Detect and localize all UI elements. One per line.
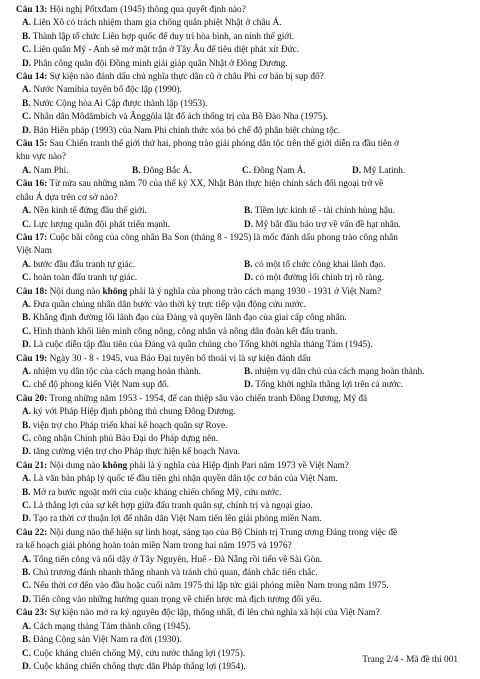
answer-option-text: công nhận Chính phủ Bảo Đại do Pháp dựng nên. bbox=[33, 434, 219, 444]
answer-option-label: A. bbox=[22, 407, 32, 418]
question-stem bbox=[16, 393, 466, 406]
answer-option[interactable] bbox=[22, 18, 282, 28]
answer-option[interactable] bbox=[22, 300, 306, 310]
answer-option-label: D. bbox=[244, 273, 254, 284]
answer-option-label: B. bbox=[22, 568, 31, 579]
answer-option[interactable] bbox=[22, 447, 240, 457]
question-number: Câu 21: bbox=[16, 460, 48, 471]
answer-option-label: D. bbox=[22, 125, 32, 136]
answer-option-label: B. bbox=[132, 165, 141, 176]
answer-option-label: D. bbox=[244, 219, 254, 230]
answer-option-label: B. bbox=[22, 635, 31, 646]
answer-option-text: Thành lập tổ chức Liên hợp quốc để duy trì hòa bình, an ninh thế giới. bbox=[32, 31, 295, 42]
question-stem-text: Nội dung nào bbox=[49, 286, 103, 297]
answer-option-text: Mở ra bước ngoặt mới của cuộc kháng chiến chống Mỹ, cứu nước. bbox=[32, 487, 282, 498]
answer-option[interactable] bbox=[22, 340, 373, 350]
question bbox=[16, 138, 466, 178]
question-number: Câu 19: bbox=[16, 353, 48, 364]
answer-option-text: chế độ phong kiến Việt Nam sụp đổ. bbox=[33, 380, 169, 391]
page-footer: Trang 2/4 - Mã đề thi 001 bbox=[362, 655, 458, 665]
answer-option-text: Nhân dân Môdămbích và Ănggôla lật đổ ách thống trị của Bồ Đào Nha (1975). bbox=[33, 112, 328, 123]
answer-option-label: C. bbox=[242, 165, 252, 176]
answer-option-text: Tạo ra thời cơ thuận lợi để nhân dân Việt Nam tiến lên giải phóng miền Nam. bbox=[33, 514, 322, 525]
answer-option-label: D. bbox=[22, 340, 32, 351]
answer-option-text: Cuộc kháng chiến chống Mỹ, cứu nước thắng lợi (1975). bbox=[33, 648, 246, 659]
question-stem-text: phải là ý nghĩa của phong trào cách mạng 1930 - 1931 ở Việt Nam? bbox=[127, 286, 382, 297]
answer-option-label: C. bbox=[22, 45, 32, 56]
answer-option-label: B. bbox=[22, 31, 31, 42]
question-stem-text: Ngày 30 - 8 - 1945, vua Bảo Đại tuyên bố thoái vị là sự kiện đánh dấu bbox=[49, 353, 311, 364]
question-stem-text: Việt Nam bbox=[16, 246, 52, 257]
answer-option-text: Đông Nam Á. bbox=[253, 165, 306, 176]
answer-option-label: C. bbox=[22, 581, 32, 592]
question-stem-text: Trong những năm 1953 - 1954, để can thiệp sâu vào chiến tranh Đông Dương, Mỹ đã bbox=[49, 393, 368, 404]
answer-option[interactable] bbox=[22, 649, 245, 659]
answer-option-label: A. bbox=[22, 206, 32, 217]
answer-option-label: A. bbox=[22, 474, 32, 485]
answer-option-text: Cuộc kháng chiến chống thực dân Pháp thắng lợi (1954). bbox=[33, 661, 246, 672]
answer-option[interactable] bbox=[242, 166, 306, 176]
answer-option-label: B. bbox=[22, 420, 31, 431]
question bbox=[16, 178, 466, 232]
question bbox=[16, 4, 466, 71]
question-list bbox=[16, 4, 466, 674]
answer-option[interactable] bbox=[22, 99, 207, 109]
question-stem-text: ra kế hoạch giải phóng hoàn toàn miền Nam trong hai năm 1975 và 1976? bbox=[16, 541, 292, 552]
question-number: Câu 22: bbox=[16, 527, 48, 538]
answer-option-label: D. bbox=[22, 58, 32, 69]
question-stem bbox=[16, 527, 466, 540]
question-stem bbox=[16, 178, 466, 191]
answer-option-label: A. bbox=[22, 165, 32, 176]
question-stem bbox=[16, 138, 466, 151]
answer-option-label: B. bbox=[22, 313, 31, 324]
answer-option[interactable] bbox=[22, 488, 281, 498]
answer-option[interactable] bbox=[244, 220, 401, 230]
answer-option-text: Nam Phi. bbox=[33, 165, 69, 176]
answer-option[interactable] bbox=[22, 166, 69, 176]
question-stem bbox=[16, 151, 466, 164]
question bbox=[16, 232, 466, 286]
answer-option-text: nhiệm vụ dân tộc của cách mạng hoàn thành. bbox=[33, 366, 201, 377]
question-stem-text: Sau Chiến tranh thế giới thứ hai, phong trào giải phóng dân tộc trên thế giới diễn ra đầu tiên ở bbox=[49, 139, 400, 150]
question-number: Câu 23: bbox=[16, 608, 48, 619]
answer-option[interactable] bbox=[22, 635, 182, 645]
question-stem bbox=[16, 286, 466, 299]
answer-option[interactable] bbox=[22, 367, 201, 377]
question bbox=[16, 460, 466, 527]
question-stem bbox=[16, 192, 466, 205]
question-stem-text: Cuộc bãi công của công nhân Ba Son (tháng 8 - 1925) là mốc đánh dấu phong trào công nhân bbox=[49, 232, 398, 243]
answer-option-text: Liên quân Mỹ - Anh sẽ mở mặt trận ở Tây Âu để tiêu diệt phát xít Đức. bbox=[33, 45, 300, 56]
question-number: Câu 14: bbox=[16, 72, 48, 83]
answer-option-text: Mỹ bắt đầu bảo trợ về vấn đề hạt nhân. bbox=[255, 219, 401, 230]
answer-option-text: có một tổ chức công khai lãnh đạo. bbox=[254, 259, 386, 270]
answer-option-label: C. bbox=[22, 112, 32, 123]
answer-option-label: C. bbox=[22, 501, 32, 512]
answer-option-text: Liên Xô có trách nhiệm tham gia chống quân phiệt Nhật ở châu Á. bbox=[33, 18, 282, 29]
answer-option-text: Tổng khởi nghĩa thắng lợi trên cả nước. bbox=[255, 380, 404, 391]
answer-option[interactable] bbox=[132, 166, 192, 176]
answer-option[interactable] bbox=[22, 126, 340, 136]
question-stem bbox=[16, 71, 466, 84]
answer-option-label: A. bbox=[22, 18, 32, 29]
question-stem-text: châu Á dựa trên cơ sở nào? bbox=[16, 192, 118, 203]
question-number: Câu 18: bbox=[16, 286, 48, 297]
answer-option[interactable] bbox=[22, 273, 137, 283]
answer-option-label: A. bbox=[22, 85, 32, 96]
answer-option-label: B. bbox=[22, 487, 31, 498]
answer-option-text: Chủ trương đánh nhanh thắng nhanh và tránh chủ quan, đánh chắc tiến chắc. bbox=[32, 568, 318, 579]
question-stem bbox=[16, 540, 466, 553]
answer-option[interactable] bbox=[22, 421, 227, 431]
question bbox=[16, 286, 466, 353]
answer-option[interactable] bbox=[22, 434, 218, 444]
answer-option-text: Đảng Cộng sản Việt Nam ra đời (1930). bbox=[32, 635, 182, 646]
answer-option-label: C. bbox=[22, 648, 32, 659]
question-stem bbox=[16, 607, 466, 620]
answer-option-label: C. bbox=[22, 219, 32, 230]
answer-option[interactable] bbox=[22, 45, 299, 55]
answer-option[interactable] bbox=[22, 206, 147, 216]
answer-option[interactable] bbox=[22, 595, 322, 605]
answer-option-text: Đưa quần chúng nhân dân bước vào thời kỳ trực tiếp vận động cứu nước. bbox=[33, 299, 306, 310]
answer-option-label: D. bbox=[244, 380, 254, 391]
answer-option-text: Hình thành khối liên minh công nông, công nhân và nông dân đoàn kết đấu tranh. bbox=[33, 326, 338, 337]
answer-option[interactable] bbox=[244, 380, 403, 390]
answer-option-label: A. bbox=[22, 299, 32, 310]
answer-option-text: ký với Pháp Hiệp định phòng thủ chung Đông Dương. bbox=[33, 407, 236, 418]
question-number: Câu 17: bbox=[16, 232, 48, 243]
question-number: Câu 16: bbox=[16, 179, 48, 190]
question-stem-emphasis: không bbox=[102, 286, 128, 297]
answer-option[interactable] bbox=[22, 407, 236, 417]
answer-option-text: Cách mạng tháng Tám thành công (1945). bbox=[33, 621, 191, 632]
question-number: Câu 15: bbox=[16, 139, 48, 150]
answer-option[interactable] bbox=[22, 112, 328, 122]
question-number: Câu 20: bbox=[16, 393, 48, 404]
answer-option-text: Tiềm lực kinh tế - tài chính hùng hậu. bbox=[254, 206, 395, 217]
answer-option[interactable] bbox=[22, 662, 246, 672]
question-stem bbox=[16, 460, 466, 473]
answer-option[interactable] bbox=[244, 206, 395, 216]
question-stem bbox=[16, 353, 466, 366]
question-stem-text: Từ nửa sau những năm 70 của thế kỷ XX, Nhật Bản thực hiện chính sách đối ngoại trở về bbox=[49, 179, 384, 190]
question-stem bbox=[16, 4, 466, 17]
question bbox=[16, 353, 466, 393]
question-stem-text: Sự kiện nào mở ra kỷ nguyên độc lập, thống nhất, đi lên chủ nghĩa xã hội của Việt Nam? bbox=[49, 608, 380, 619]
answer-option[interactable] bbox=[22, 622, 190, 632]
answer-option-label: A. bbox=[22, 259, 32, 270]
answer-option[interactable] bbox=[22, 380, 169, 390]
answer-option-text: Đông Bắc Á. bbox=[142, 165, 192, 176]
answer-option-text: tăng cường viện trợ cho Pháp thực hiện kế hoạch Nava. bbox=[33, 447, 240, 458]
answer-option[interactable] bbox=[22, 474, 338, 484]
answer-option-text: Khẳng định đường lối lãnh đạo của Đảng và quyền lãnh đạo của giai cấp công nhân. bbox=[32, 313, 347, 324]
answer-option-text: Tiến công vào những hướng quan trọng về chiến lược mà địch tương đối yếu. bbox=[33, 594, 322, 605]
answer-option-text: Nền kinh tế đứng đầu thế giới. bbox=[33, 206, 147, 217]
answer-option-text: Là văn bản pháp lý quốc tế đầu tiên ghi nhận quyền dân tộc cơ bản của Việt Nam. bbox=[33, 474, 338, 485]
answer-option-label: A. bbox=[22, 554, 32, 565]
answer-option-text: Nước Namibia tuyên bố độc lập (1990). bbox=[33, 85, 182, 96]
question-stem bbox=[16, 232, 466, 245]
question-number: Câu 13: bbox=[16, 5, 48, 15]
answer-option-text: Nước Cộng hòa Ai Cập được thành lập (1953). bbox=[32, 98, 208, 109]
answer-option[interactable] bbox=[22, 32, 294, 42]
answer-option-text: Lực lượng quân đội phát triển mạnh. bbox=[33, 219, 170, 230]
answer-option[interactable] bbox=[22, 313, 347, 323]
answer-option-label: B. bbox=[244, 206, 253, 217]
question-stem-text: Hội nghị Pốtxđam (1945) thông qua quyết định nào? bbox=[49, 5, 246, 15]
question-stem bbox=[16, 245, 466, 258]
answer-option-text: Bản Hiến pháp (1993) của Nam Phi chính thức xóa bỏ chế độ phân biệt chủng tộc. bbox=[33, 125, 341, 136]
question bbox=[16, 71, 466, 138]
question bbox=[16, 393, 466, 460]
answer-option-text: Mỹ Latinh. bbox=[363, 165, 406, 176]
answer-option-label: D. bbox=[22, 447, 32, 458]
answer-option[interactable] bbox=[22, 59, 288, 69]
question-stem-text: phải là ý nghĩa của Hiệp định Pari năm 1973 về Việt Nam? bbox=[127, 460, 349, 471]
answer-option-label: D. bbox=[22, 514, 32, 525]
answer-option-text: Là thắng lợi của sự kết hợp giữa đấu tranh quân sự, chính trị và ngoại giao. bbox=[33, 501, 313, 512]
answer-option-text: Là cuộc diễn tập đầu tiên của Đảng và quần chúng cho Tổng khởi nghĩa tháng Tám (1945). bbox=[33, 340, 373, 351]
answer-option-label: B. bbox=[244, 366, 253, 377]
answer-option-text: có một đường lối chính trị rõ ràng. bbox=[255, 273, 385, 284]
answer-option-text: Tổng tiến công và nổi dậy ở Tây Nguyên, Huế - Đà Nẵng rồi tiến về Sài Gòn. bbox=[33, 554, 323, 565]
question-stem-text: khu vực nào? bbox=[16, 152, 66, 163]
answer-option-text: bước đầu đấu tranh tự giác. bbox=[33, 259, 136, 270]
answer-option-label: A. bbox=[22, 366, 32, 377]
answer-option-text: Nếu thời cơ đến vào đầu hoặc cuối năm 1975 thì lập tức giải phóng miền Nam trong năm 1975. bbox=[33, 581, 389, 592]
answer-option-label: B. bbox=[22, 98, 31, 109]
answer-option[interactable] bbox=[22, 85, 182, 95]
answer-option[interactable] bbox=[22, 327, 337, 337]
answer-option[interactable] bbox=[22, 568, 318, 578]
answer-option-label: C. bbox=[22, 380, 32, 391]
answer-option-label: C. bbox=[22, 434, 32, 444]
question-stem-emphasis: không bbox=[102, 460, 128, 471]
answer-option[interactable] bbox=[244, 260, 385, 270]
answer-option[interactable] bbox=[244, 273, 384, 283]
question-stem-text: Sự kiện nào đánh dấu chủ nghĩa thực dân cũ ở châu Phi cơ bản bị sụp đổ? bbox=[49, 72, 324, 83]
answer-option[interactable] bbox=[22, 581, 389, 591]
answer-option-label: C. bbox=[22, 326, 32, 337]
answer-option[interactable] bbox=[352, 166, 405, 176]
answer-option[interactable] bbox=[22, 501, 313, 511]
answer-option-text: viện trợ cho Pháp triển khai kế hoạch quân sự Rove. bbox=[32, 420, 228, 431]
answer-option[interactable] bbox=[22, 220, 170, 230]
answer-option[interactable] bbox=[22, 514, 322, 524]
answer-option-label: D. bbox=[22, 594, 32, 605]
answer-option-label: B. bbox=[244, 259, 253, 270]
answer-option[interactable] bbox=[22, 555, 322, 565]
answer-option-label: C. bbox=[22, 273, 32, 284]
answer-option-text: Phân công quân đội Đồng minh giải giáp quân Nhật ở Đông Dương. bbox=[33, 58, 288, 69]
answer-option-text: nhiệm vụ dân chủ của cách mạng hoàn thành. bbox=[254, 366, 425, 377]
answer-option-label: D. bbox=[22, 661, 32, 672]
question bbox=[16, 527, 466, 607]
answer-option-text: hoàn toàn đấu tranh tự giác. bbox=[33, 273, 138, 284]
answer-option-label: D. bbox=[352, 165, 362, 176]
answer-option[interactable] bbox=[244, 367, 424, 377]
question-stem-text: Nội dung nào bbox=[49, 460, 103, 471]
answer-option[interactable] bbox=[22, 260, 135, 270]
answer-option-label: A. bbox=[22, 621, 32, 632]
question-stem-text: Nội dung nào thể hiện sự linh hoạt, sáng tạo của Bộ Chính trị Trung ương Đảng trong việc đề bbox=[49, 527, 398, 538]
